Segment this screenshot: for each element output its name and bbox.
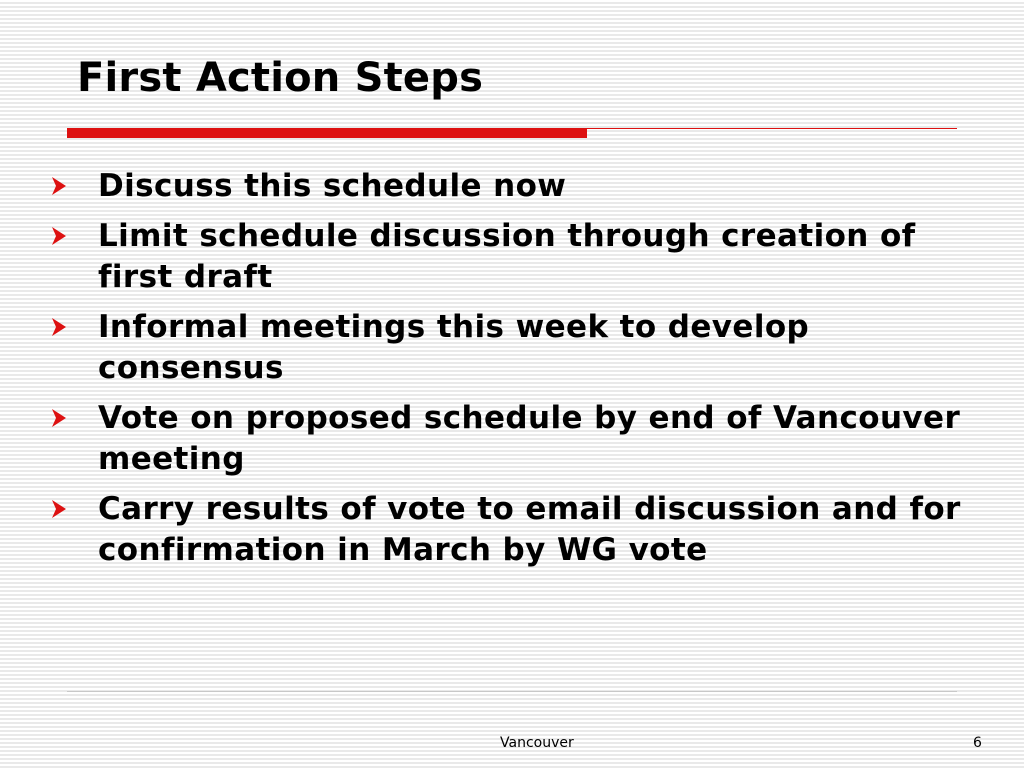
bullet-item (47, 398, 977, 480)
arrow-right-icon (47, 175, 69, 197)
title-divider-line (587, 128, 957, 129)
bullet-text: Vote on proposed schedule by end of Vancouver meeting (98, 400, 961, 477)
bullet-text: Discuss this schedule now (98, 168, 567, 204)
bullet-item (47, 216, 977, 298)
bullet-item (47, 307, 977, 389)
page-number: 6 (973, 735, 982, 751)
arrow-right-icon (47, 498, 69, 520)
arrow-right-icon (47, 407, 69, 429)
footer-divider-line (67, 691, 957, 692)
bullet-text: Carry results of vote to email discussion and for confirmation in March by WG vote (98, 491, 961, 568)
bullet-list (47, 166, 977, 580)
bullet-text: Informal meetings this week to develop consensus (98, 309, 810, 386)
slide-title: First Action Steps (77, 55, 484, 101)
footer-text: Vancouver (500, 735, 574, 751)
bullet-text: Limit schedule discussion through creation of first draft (98, 218, 916, 295)
title-accent-bar (67, 128, 587, 138)
bullet-item (47, 166, 977, 207)
bullet-item (47, 489, 977, 571)
arrow-right-icon (47, 225, 69, 247)
arrow-right-icon (47, 316, 69, 338)
